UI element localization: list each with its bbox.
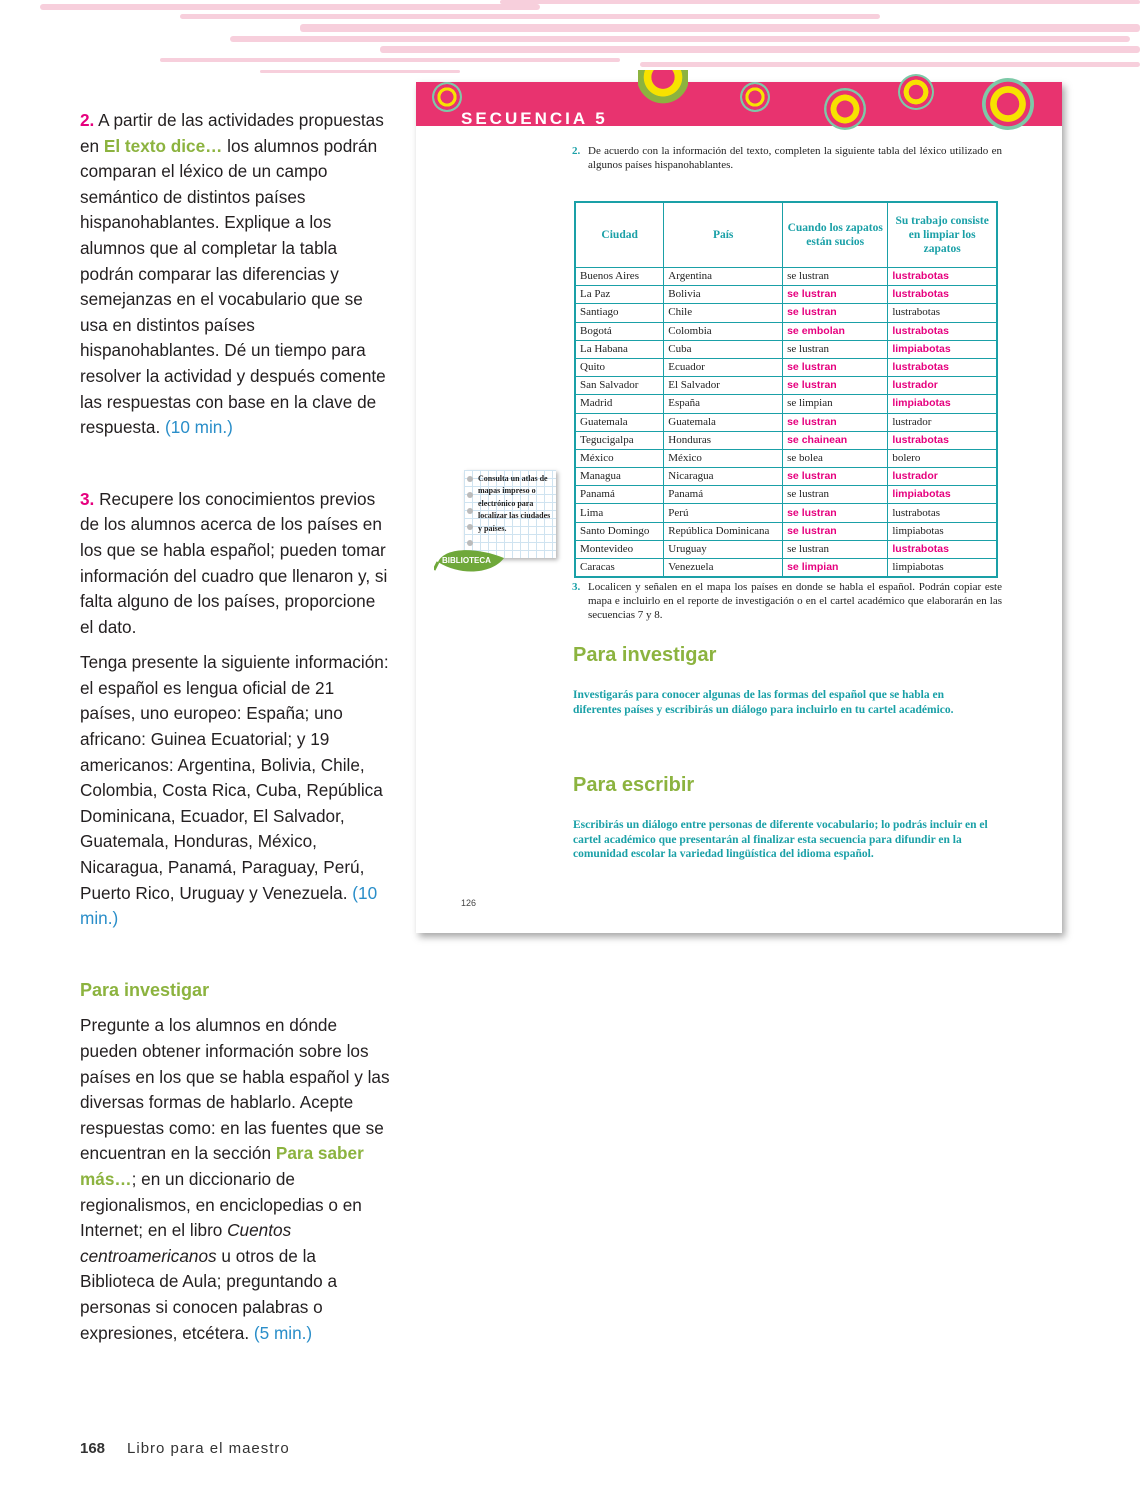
country-cell: México — [664, 449, 783, 467]
dirty-shoes-cell: se lustran — [783, 268, 888, 286]
text: ; en un diccionario de regionalismos, en enciclopedias o en Internet; en el libro — [80, 1168, 362, 1241]
decorative-circle — [982, 78, 1034, 130]
decorative-circle — [824, 88, 866, 130]
page-number: 168 — [80, 1440, 106, 1457]
time-estimate: (10 min.) — [80, 882, 378, 929]
binder-ring — [467, 492, 473, 498]
column-header: Su trabajo consiste en limpiar los zapatos — [888, 202, 997, 268]
highlight-el-texto-dice: El texto dice… — [103, 135, 223, 156]
highlight-para-saber-mas: Para saber más… — [80, 1143, 364, 1189]
table-row — [575, 322, 997, 340]
shoeshiner-cell: lustrabotas — [888, 286, 997, 304]
para-escribir-text: Escribirás un diálogo entre personas de diferente vocabulario; lo podrás incluir en el cartel académico que presentarán al finalizar esta secuencia para difundir en la comunidad escolar la variedad lingüística del idioma español. — [573, 819, 988, 860]
time-estimate: (10 min.) — [165, 417, 233, 438]
time-estimate: (5 min.) — [253, 1322, 313, 1343]
question-3 — [572, 580, 1002, 622]
binder-ring — [467, 476, 473, 482]
table-row — [575, 268, 997, 286]
city-cell: Bogotá — [575, 322, 664, 340]
question-text: De acuerdo con la información del texto, completen la siguiente tabla del léxico utilizado en algunos países hispanohablantes. — [588, 145, 1002, 171]
dirty-shoes-cell: se lustran — [783, 340, 888, 358]
shoeshiner-cell: limpiabotas — [888, 522, 997, 540]
shoeshiner-cell: lustrador — [888, 377, 997, 395]
dirty-shoes-cell: se lustran — [783, 522, 888, 540]
binder-ring — [467, 508, 473, 514]
table-row — [575, 304, 997, 322]
text: u otros de la Biblioteca de Aula; preguntando a personas si conocen palabras o expresiones, etcétera. — [80, 1245, 338, 1343]
decorative-circle — [740, 82, 770, 112]
country-cell: España — [664, 395, 783, 413]
country-cell: Colombia — [664, 322, 783, 340]
country-cell: Venezuela — [664, 559, 783, 578]
column-header: Cuando los zapatos están sucios — [783, 202, 888, 268]
shoeshiner-cell: lustrabotas — [888, 268, 997, 286]
city-cell: Caracas — [575, 559, 664, 578]
dirty-shoes-cell: se lustran — [783, 358, 888, 376]
text: Tenga presente la siguiente información: el español es lengua oficial de 21 países, uno europeo: España; uno africano: Guinea Ecuatorial; y 19 americanos: Argentina, Bolivia, Chile, Colombia, Costa Rica, Cuba, República Dominicana, Ecuador, El Salvador, Guatemala, Honduras, México, Nicaragua, Panamá, Paraguay, Perú, Puerto Rico, Uruguay y Venezuela. — [80, 652, 389, 903]
city-cell: Quito — [575, 358, 664, 376]
item-number: 3. — [80, 488, 95, 509]
dirty-shoes-cell: se lustran — [783, 377, 888, 395]
text: Pregunte a los alumnos en dónde pueden obtener información sobre los países en los que se habla español y las diversas formas de hablarlo. Acepte respuestas como: en las fuentes que se encuentran en la sección — [80, 1015, 390, 1164]
city-cell: Santiago — [575, 304, 664, 322]
table-row — [575, 522, 997, 540]
table-row — [575, 449, 997, 467]
sequence-title: SECUENCIA 5 — [461, 109, 608, 128]
footer-text: Libro para el maestro — [127, 1440, 290, 1457]
sequence-banner — [416, 82, 1062, 126]
question-2 — [572, 144, 1002, 172]
city-cell: Santo Domingo — [575, 522, 664, 540]
country-cell: Argentina — [664, 268, 783, 286]
country-cell: Chile — [664, 304, 783, 322]
shoeshiner-cell: lustrabotas — [888, 322, 997, 340]
note-text: Consulta un atlas de mapas impreso o electrónico para localizar las ciudades y países. — [478, 474, 551, 533]
shoeshiner-cell: lustrabotas — [888, 358, 997, 376]
dirty-shoes-cell: se embolan — [783, 322, 888, 340]
table-row — [575, 358, 997, 376]
dirty-shoes-cell: se lustran — [783, 286, 888, 304]
note-paragraph-investigar — [80, 1013, 392, 1346]
shoeshiner-cell: limpiabotas — [888, 559, 997, 578]
decorative-circle — [432, 82, 462, 112]
table-row — [575, 540, 997, 558]
city-cell: Guatemala — [575, 413, 664, 431]
note-paragraph-info — [80, 650, 392, 932]
country-cell: Ecuador — [664, 358, 783, 376]
table-row — [575, 413, 997, 431]
teacher-notes-column — [80, 108, 392, 1346]
table-header-row — [575, 202, 997, 268]
text: A partir de las actividades propuestas en — [80, 110, 384, 156]
student-page-number: 126 — [461, 898, 477, 908]
shoeshiner-cell: lustrabotas — [888, 504, 997, 522]
city-cell: Tegucigalpa — [575, 431, 664, 449]
shoeshiner-cell: bolero — [888, 449, 997, 467]
table-row — [575, 559, 997, 578]
column-header: País — [664, 202, 783, 268]
brush-header-decoration — [0, 0, 1140, 80]
question-text: Localicen y señalen en el mapa los países en donde se habla el español. Podrán copiar este mapa e incluirlo en el reporte de investigación o en el cartel académico que elaborarán en las secuencias 7 y 8. — [588, 581, 1002, 621]
shoeshiner-cell: lustrador — [888, 468, 997, 486]
dirty-shoes-cell: se bolea — [783, 449, 888, 467]
country-cell: República Dominicana — [664, 522, 783, 540]
note-paragraph-3 — [80, 487, 392, 641]
para-investigar-text: Investigarás para conocer algunas de las formas del español que se habla en diferentes países y escribirás un diálogo para incluirlo en tu cartel académico. — [573, 689, 954, 716]
shoeshiner-cell: lustrabotas — [888, 304, 997, 322]
city-cell: México — [575, 449, 664, 467]
country-cell: Perú — [664, 504, 783, 522]
shoeshiner-cell: lustrador — [888, 413, 997, 431]
country-cell: Panamá — [664, 486, 783, 504]
table-row — [575, 340, 997, 358]
city-cell: San Salvador — [575, 377, 664, 395]
para-escribir-title: Para escribir — [573, 774, 695, 796]
city-cell: Panamá — [575, 486, 664, 504]
shoeshiner-cell: lustrabotas — [888, 431, 997, 449]
binder-ring — [467, 524, 473, 530]
city-cell: Montevideo — [575, 540, 664, 558]
dirty-shoes-cell: se limpian — [783, 559, 888, 578]
para-investigar-title: Para investigar — [573, 644, 717, 666]
country-cell: El Salvador — [664, 377, 783, 395]
dirty-shoes-cell: se limpian — [783, 395, 888, 413]
table-row — [575, 486, 997, 504]
table-row — [575, 468, 997, 486]
dirty-shoes-cell: se chainean — [783, 431, 888, 449]
text: Recupere los conocimientos previos de los alumnos acerca de los países en los que se habla español; pueden tomar información del cuadro que llenaron y, si falta alguno de los países, proporcione el dato. — [80, 488, 388, 637]
question-number: 2. — [572, 145, 581, 157]
text: los alumnos podrán comparan el léxico de un campo semántico de distintos países hispanohablantes. Explique a los alumnos que al completar la tabla podrán comparar las diferencias y semejanzas en el vocabulario que se usa en distintos países hispanohablantes. Dé un tiempo para resolver la actividad y después comente las respuestas con base en la clave de respuesta. — [80, 135, 386, 438]
item-number: 2. — [80, 110, 95, 130]
question-number: 3. — [572, 581, 581, 593]
city-cell: Managua — [575, 468, 664, 486]
shoeshiner-cell: limpiabotas — [888, 486, 997, 504]
city-cell: Lima — [575, 504, 664, 522]
country-cell: Bolivia — [664, 286, 783, 304]
shoeshiner-cell: limpiabotas — [888, 340, 997, 358]
dirty-shoes-cell: se lustran — [783, 304, 888, 322]
city-cell: Buenos Aires — [575, 268, 664, 286]
dirty-shoes-cell: se lustran — [783, 468, 888, 486]
country-cell: Guatemala — [664, 413, 783, 431]
page-footer — [80, 1440, 290, 1457]
country-cell: Uruguay — [664, 540, 783, 558]
decorative-circle — [898, 74, 934, 110]
table-row — [575, 377, 997, 395]
city-cell: La Habana — [575, 340, 664, 358]
student-page-thumbnail — [416, 82, 1062, 933]
table-row — [575, 504, 997, 522]
library-label: BIBLIOTECA — [442, 556, 491, 565]
lexicon-table — [574, 201, 998, 578]
dirty-shoes-cell: se lustran — [783, 504, 888, 522]
dirty-shoes-cell: se lustran — [783, 486, 888, 504]
city-cell: Madrid — [575, 395, 664, 413]
shoeshiner-cell: limpiabotas — [888, 395, 997, 413]
shoeshiner-cell: lustrabotas — [888, 540, 997, 558]
decorative-circle — [638, 70, 688, 106]
table-row — [575, 286, 997, 304]
section-heading-para-investigar: Para investigar — [80, 979, 210, 1000]
dirty-shoes-cell: se lustran — [783, 413, 888, 431]
table-row — [575, 431, 997, 449]
book-title: Cuentos centroamericanos — [80, 1220, 292, 1266]
column-header: Ciudad — [575, 202, 664, 268]
city-cell: La Paz — [575, 286, 664, 304]
country-cell: Nicaragua — [664, 468, 783, 486]
country-cell: Cuba — [664, 340, 783, 358]
table-row — [575, 395, 997, 413]
note-paragraph-2 — [80, 108, 392, 441]
dirty-shoes-cell: se lustran — [783, 540, 888, 558]
country-cell: Honduras — [664, 431, 783, 449]
